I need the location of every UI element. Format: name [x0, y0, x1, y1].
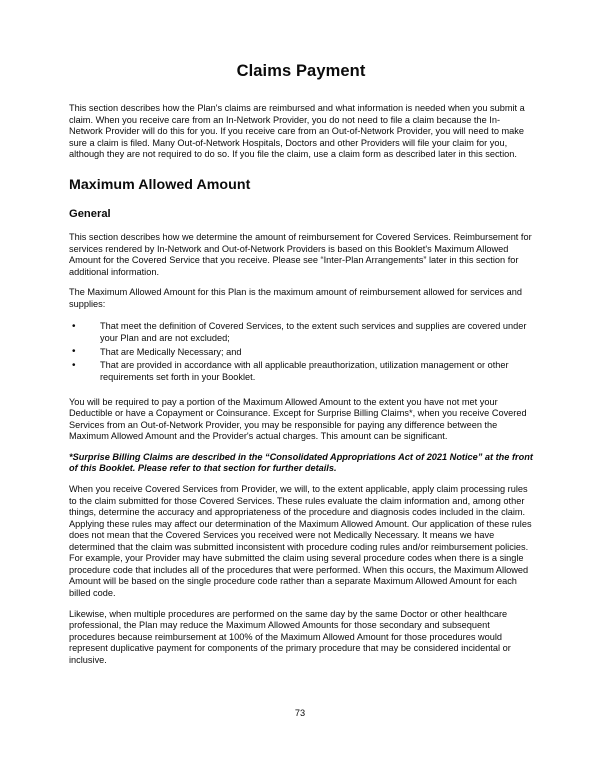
spacer	[69, 443, 533, 452]
list-item: • That are provided in accordance with all applicable preauthorization, utilization management or other requirements set forth in your Booklet.	[69, 360, 533, 383]
section-heading-maximum-allowed-amount: Maximum Allowed Amount	[69, 176, 251, 193]
paragraph-multiple-procedures: Likewise, when multiple procedures are performed on the same day by the same Doctor or other healthcare professional, the Plan may reduce the Maximum Allowed Amounts for those secondary and subsequent procedures because reimbursement at 100% of the Maximum Allowed Amount for those procedures would represent duplicative payment for components of the primary procedure that may be considered incidental or inclusive.	[69, 608, 511, 665]
paragraph-maximum-allowed-definition: The Maximum Allowed Amount for this Plan is the maximum amount of reimbursement allowed for services and supplies:	[69, 287, 522, 309]
spacer	[69, 310, 533, 321]
page-title: Claims Payment	[236, 62, 366, 80]
intro-paragraph: This section describes how the Plan's claims are reimbursed and what information is needed when you submit a claim. When you receive care from an In-Network Provider, you do not need to file a claim because the In-Network Provider will do this for you. If you receive care from an Out-of-Network Provider, you will need to make sure a claim is filed. Many Out-of-Network Hospitals, Doctors and other Providers will file your claim for you, although they are not required to do so. If you file the claim, use a claim form as described later in this section.	[69, 102, 525, 160]
spacer	[69, 600, 533, 609]
list-item: • That meet the definition of Covered Services, to the extent such services and supplies are covered under your Plan and are not excluded;	[69, 321, 533, 344]
spacer	[69, 475, 533, 484]
paragraph-reimbursement-determination: This section describes how we determine the amount of reimbursement for Covered Services. Reimbursement for services rendered by In-Network and Out-of-Network Providers is based on this Booklet's Maximum Allowed Amount for the Covered Service that you receive. Please see “Inter-Plan Arrangements” later in this section for additional information.	[69, 232, 532, 277]
spacer	[69, 386, 533, 397]
spacer	[69, 161, 533, 177]
covered-services-criteria-list	[69, 321, 533, 383]
spacer	[69, 194, 533, 208]
page-content	[69, 62, 533, 666]
list-item: • That are Medically Necessary; and	[69, 347, 533, 359]
footnote-surprise-billing-claims: *Surprise Billing Claims are described in the “Consolidated Appropriations Act of 2021 Notice” at the front of this Booklet. Please refer to that section for further details.	[69, 451, 533, 474]
paragraph-member-cost-share: You will be required to pay a portion of the Maximum Allowed Amount to the extent you have not met your Deductible or have a Copayment or Coinsurance. Except for Surprise Billing Claims*, when you receive Covered Services from an Out-of-Network Provider, you may be responsible for paying any difference between the Maximum Allowed Amount and the Provider's actual charges. This amount can be significant.	[69, 396, 527, 442]
page-number: 73	[294, 708, 306, 718]
spacer	[69, 278, 533, 287]
paragraph-claim-processing-rules: When you receive Covered Services from Provider, we will, to the extent applicable, apply claim processing rules to the claim submitted for those Covered Services. These rules evaluate the claim information and, among other things, determine the accuracy and appropriateness of the procedure and diagnosis codes included in the claim. Applying these rules may affect our determination of the Maximum Allowed Amount. Our application of these rules does not mean that the Covered Services you received were not Medically Necessary. It means we have determined that the claim was submitted inconsistent with procedure coding rules and/or reimbursement policies. For example, your Provider may have submitted the claim using several procedure codes when there is a single procedure code that includes all of the procedures that were performed. When this occurs, the Maximum Allowed Amount will be based on the single procedure code rather than a separate Maximum Allowed Amount for each billed code.	[69, 484, 532, 598]
subsection-heading-general: General	[69, 207, 111, 220]
spacer	[69, 221, 533, 232]
